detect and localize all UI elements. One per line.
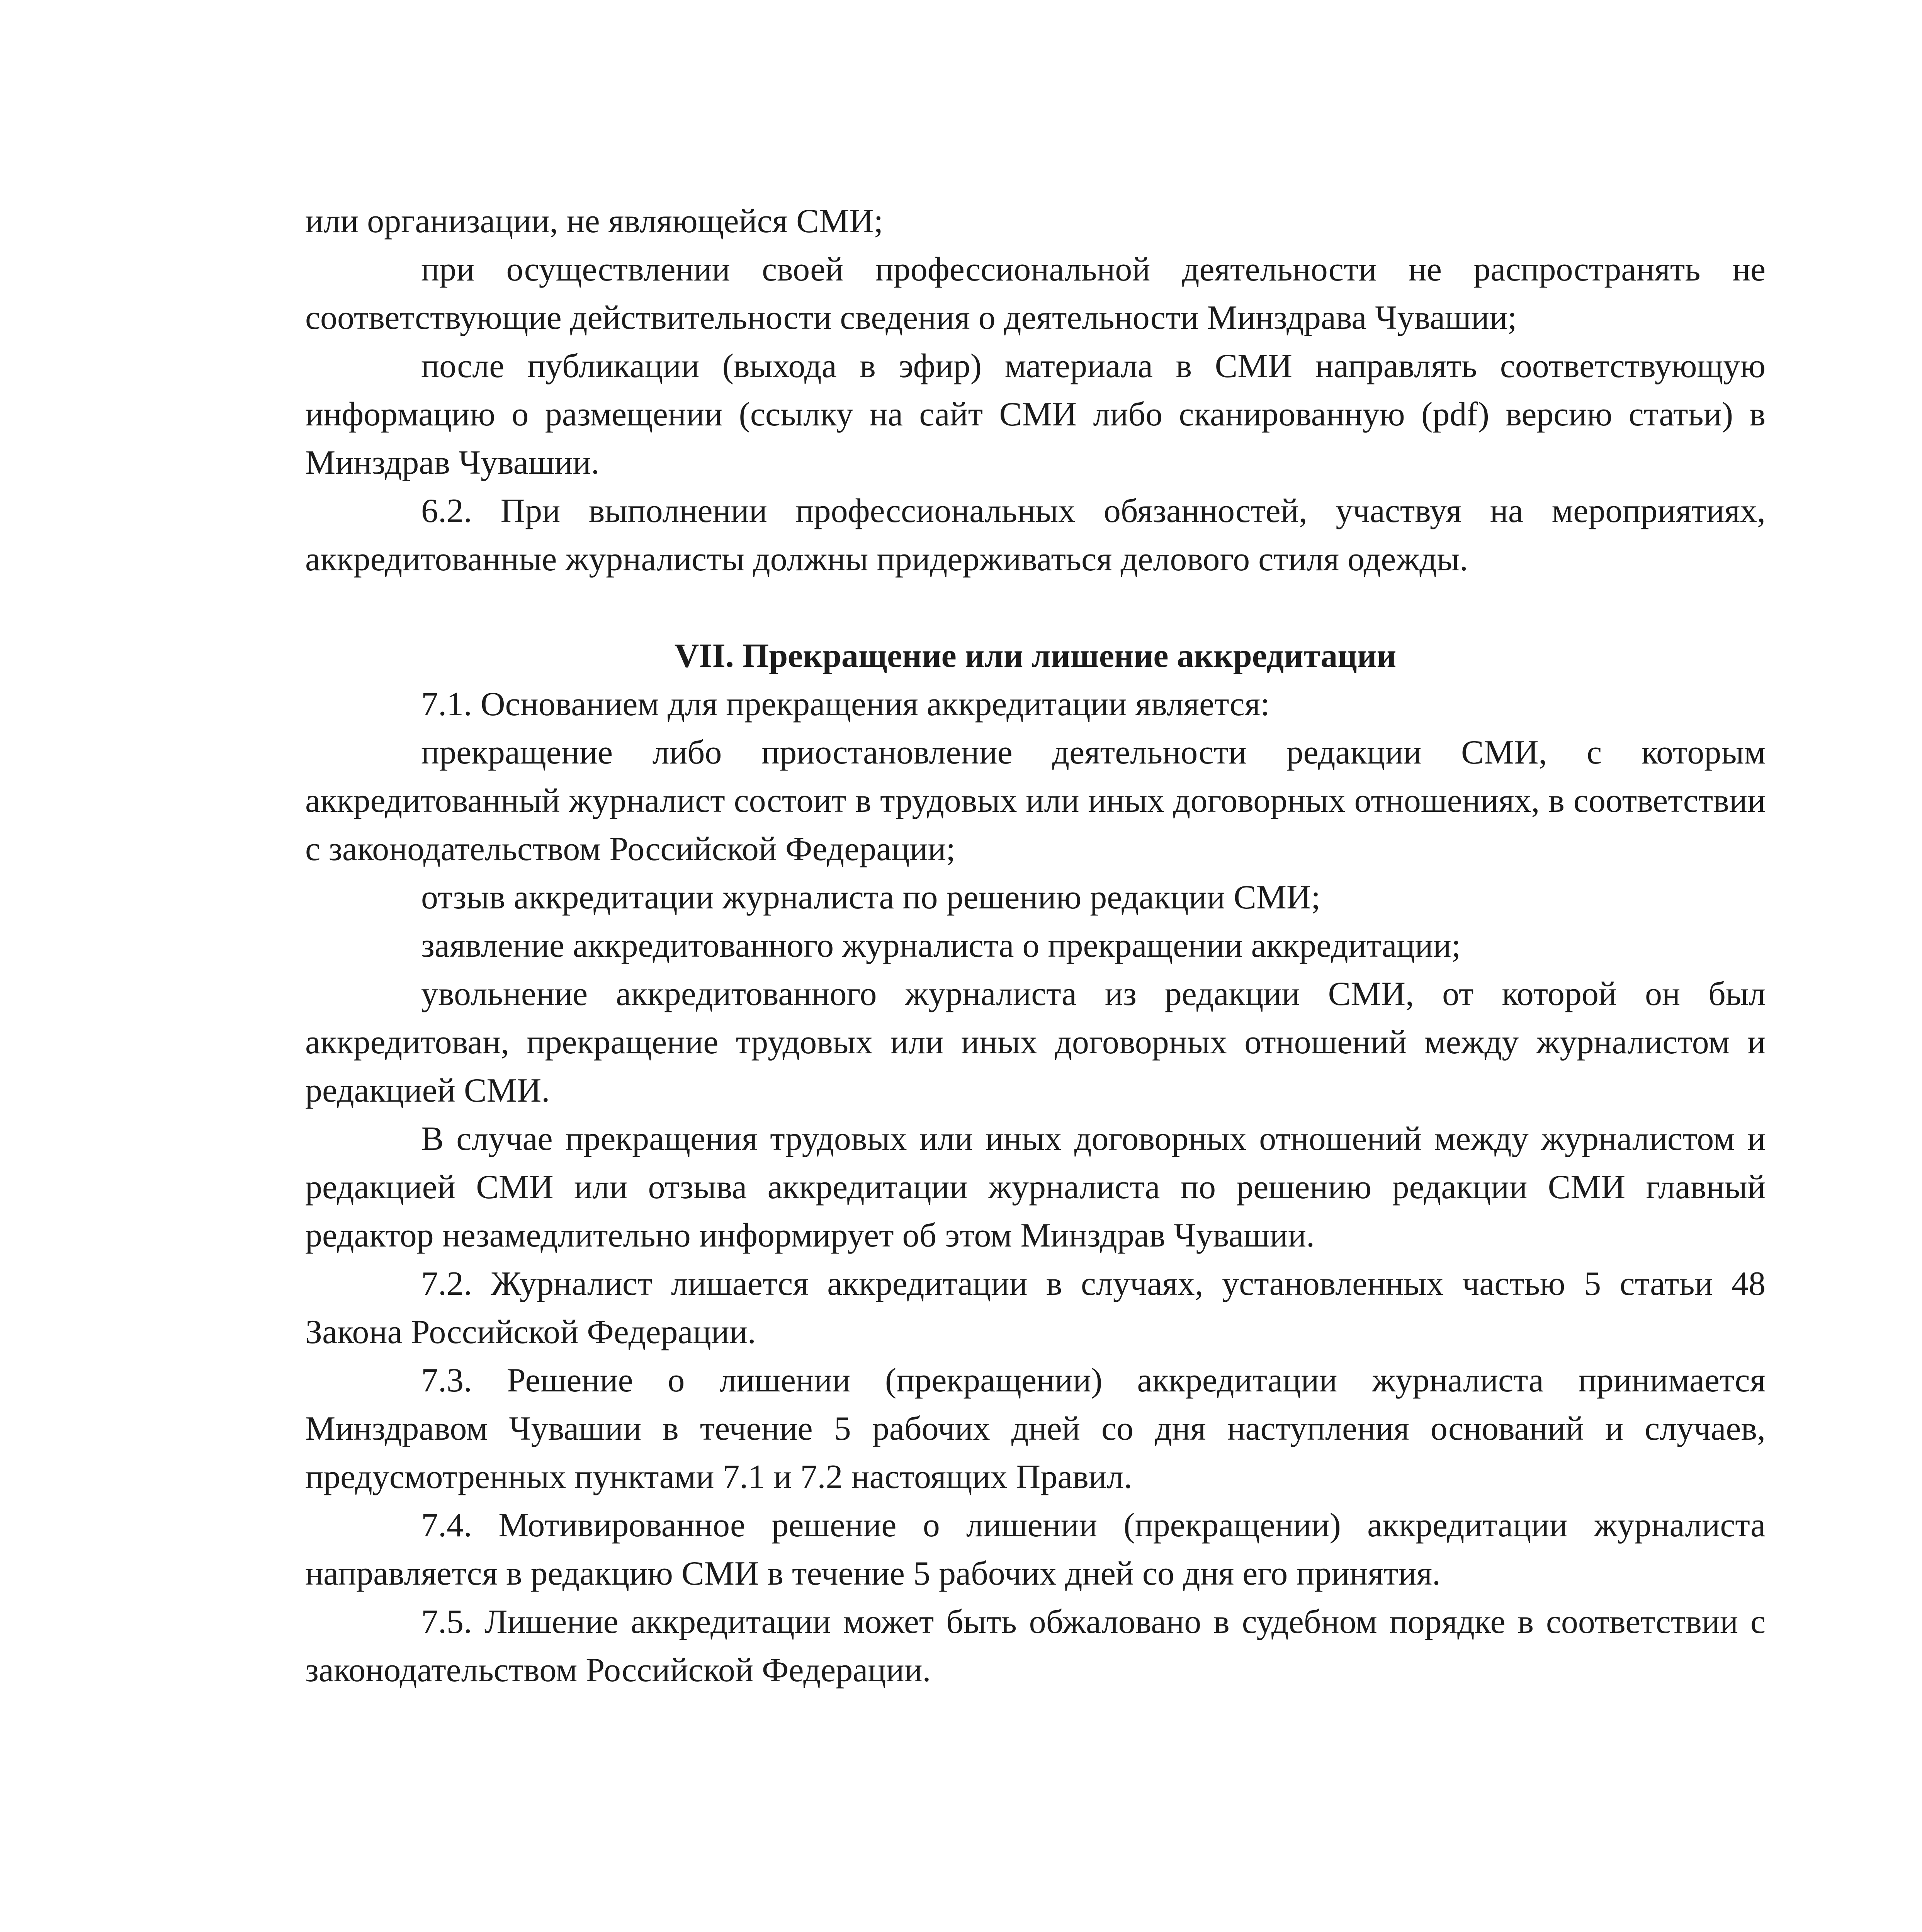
paragraph-7-1-grounds: 7.1. Основанием для прекращения аккредитации является:: [421, 685, 1270, 723]
document-body: [305, 197, 1766, 1694]
paragraph-accreditation-recall: отзыв аккредитации журналиста по решению редакции СМИ;: [421, 879, 1321, 916]
paragraph-no-false-information: при осуществлении своей профессиональной деятельности не распространять не соответствующие действительности сведения о деятельности Минздрава Чувашии;: [305, 251, 1766, 337]
paragraph-send-publication-info: после публикации (выхода в эфир) материала в СМИ направлять соответствующую информацию о размещении (ссылку на сайт СМИ либо сканированную (pdf) версию статьи) в Минздрав Чувашии.: [305, 347, 1766, 481]
paragraph-media-termination: прекращение либо приостановление деятельности редакции СМИ, с которым аккредитованный журналист состоит в трудовых или иных договорных отношениях, в соответствии с законодательством Российской Федерации;: [305, 734, 1766, 868]
paragraph-7-5-appeal: 7.5. Лишение аккредитации может быть обжаловано в судебном порядке в соответствии с законодательством Российской Федерации.: [305, 1603, 1766, 1689]
paragraph-7-4-motivated-decision: 7.4. Мотивированное решение о лишении (прекращении) аккредитации журналиста направляется в редакцию СМИ в течение 5 рабочих дней со дня его принятия.: [305, 1507, 1766, 1592]
paragraph-6-2-dress-code: 6.2. При выполнении профессиональных обязанностей, участвуя на мероприятиях, аккредитованные журналисты должны придерживаться делового стиля одежды.: [305, 492, 1766, 578]
paragraph-journalist-dismissal: увольнение аккредитованного журналиста из редакции СМИ, от которой он был аккредитован, прекращение трудовых или иных договорных отношений между журналистом и редакцией СМИ.: [305, 975, 1766, 1109]
paragraph-7-2-deprivation: 7.2. Журналист лишается аккредитации в случаях, установленных частью 5 статьи 48 Закона Российской Федерации.: [305, 1265, 1766, 1351]
section-heading-vii: VII. Прекращение или лишение аккредитации: [674, 637, 1397, 675]
paragraph-editor-informs: В случае прекращения трудовых или иных договорных отношений между журналистом и редакцией СМИ или отзыва аккредитации журналиста по решению редакции СМИ главный редактор незамедлительно информирует об этом Минздрав Чувашии.: [305, 1120, 1766, 1254]
paragraph-journalist-statement: заявление аккредитованного журналиста о прекращении аккредитации;: [421, 927, 1461, 964]
paragraph-7-3-decision: 7.3. Решение о лишении (прекращении) аккредитации журналиста принимается Минздравом Чувашии в течение 5 рабочих дней со дня наступления оснований и случаев, предусмотренных пунктами 7.1 и 7.2 настоящих Правил.: [305, 1362, 1766, 1496]
paragraph-organization-not-media: или организации, не являющейся СМИ;: [305, 202, 884, 240]
